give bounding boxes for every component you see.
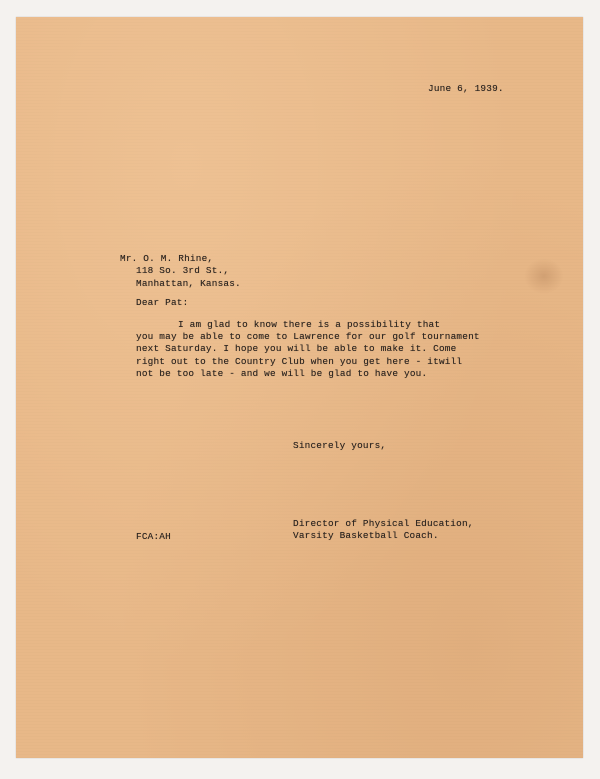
recipient-city: Manhattan, Kansas. [136,278,241,289]
signature-title: Director of Physical Education, [293,518,474,529]
body-line: not be too late - and we will be glad to have you. [136,368,428,379]
body-line: right out to the Country Club when you get here - itwill [136,356,463,367]
body-line: I am glad to know there is a possibility that [178,319,441,330]
body-line: next Saturday. I hope you will be able to make it. Come [136,343,457,354]
paper-stain [524,258,564,294]
letter-page [16,17,583,758]
closing: Sincerely yours, [293,440,387,451]
salutation: Dear Pat: [136,297,189,308]
recipient-name: Mr. O. M. Rhine, [120,253,214,264]
recipient-street: 118 So. 3rd St., [136,265,230,276]
signature-title: Varsity Basketball Coach. [293,530,439,541]
typist-initials: FCA:AH [136,531,171,542]
body-line: you may be able to come to Lawrence for our golf tournament [136,331,480,342]
letter-date: June 6, 1939. [428,83,504,94]
